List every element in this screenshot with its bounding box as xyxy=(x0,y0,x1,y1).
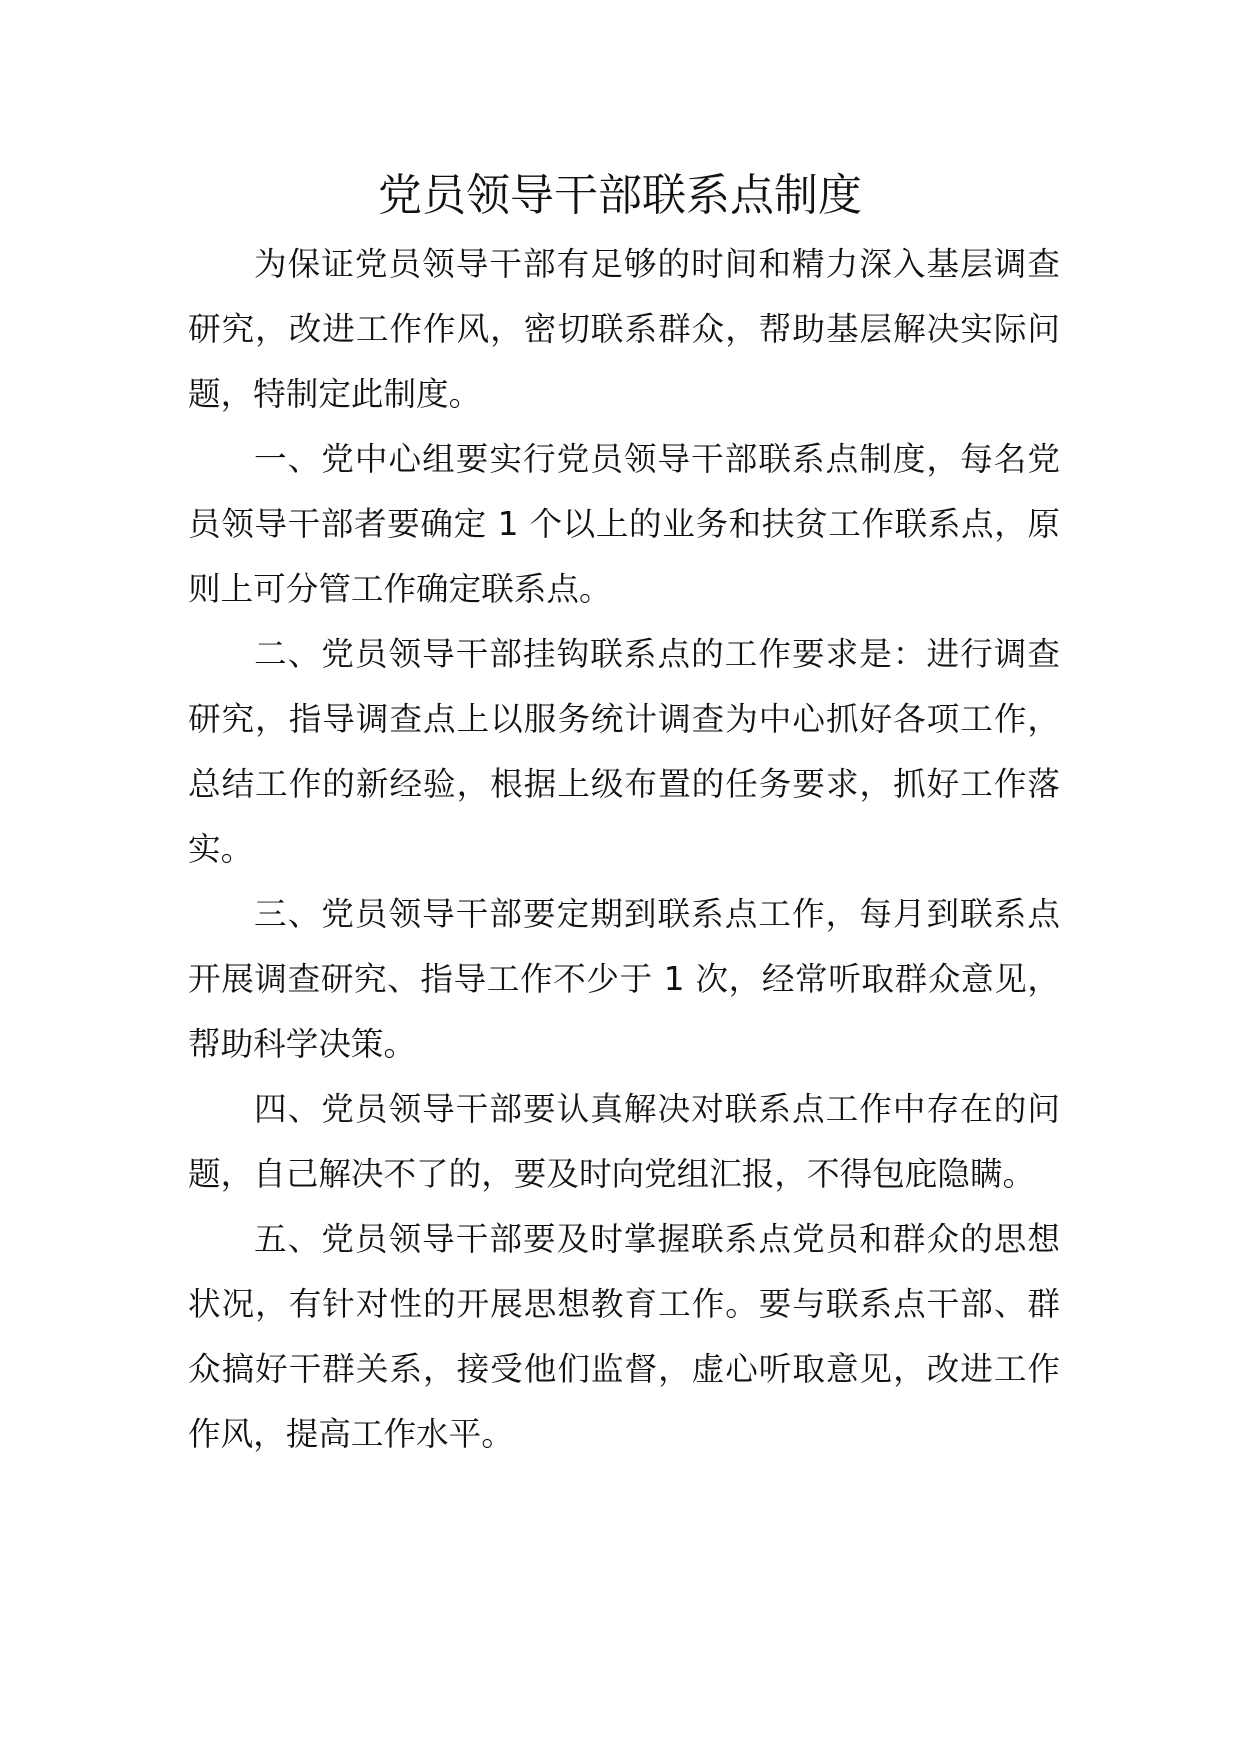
paragraph-item-4: 四、党员领导干部要认真解决对联系点工作中存在的问题，自己解决不了的，要及时向党组汇报，不得包庇隐瞒。 xyxy=(188,1090,1060,1193)
document-title: 党员领导干部联系点制度 xyxy=(378,170,862,221)
document-body xyxy=(188,232,1060,1467)
paragraph-item-5: 五、党员领导干部要及时掌握联系点党员和群众的思想状况，有针对性的开展思想教育工作。要与联系点干部、群众搞好干群关系，接受他们监督，虚心听取意见，改进工作作风，提高工作水平。 xyxy=(188,1220,1060,1453)
paragraph-item-2: 二、党员领导干部挂钩联系点的工作要求是：进行调查研究，指导调查点上以服务统计调查为中心抓好各项工作，总结工作的新经验，根据上级布置的任务要求，抓好工作落实。 xyxy=(188,635,1060,868)
paragraph-item-3: 三、党员领导干部要定期到联系点工作，每月到联系点开展调查研究、指导工作不少于 1 次，经常听取群众意见，帮助科学决策。 xyxy=(188,895,1060,1063)
paragraph-item-1: 一、党中心组要实行党员领导干部联系点制度，每名党员领导干部者要确定 1 个以上的业务和扶贫工作联系点，原则上可分管工作确定联系点。 xyxy=(188,440,1060,608)
paragraph-intro: 为保证党员领导干部有足够的时间和精力深入基层调查研究，改进工作作风，密切联系群众，帮助基层解决实际问题，特制定此制度。 xyxy=(188,245,1060,413)
